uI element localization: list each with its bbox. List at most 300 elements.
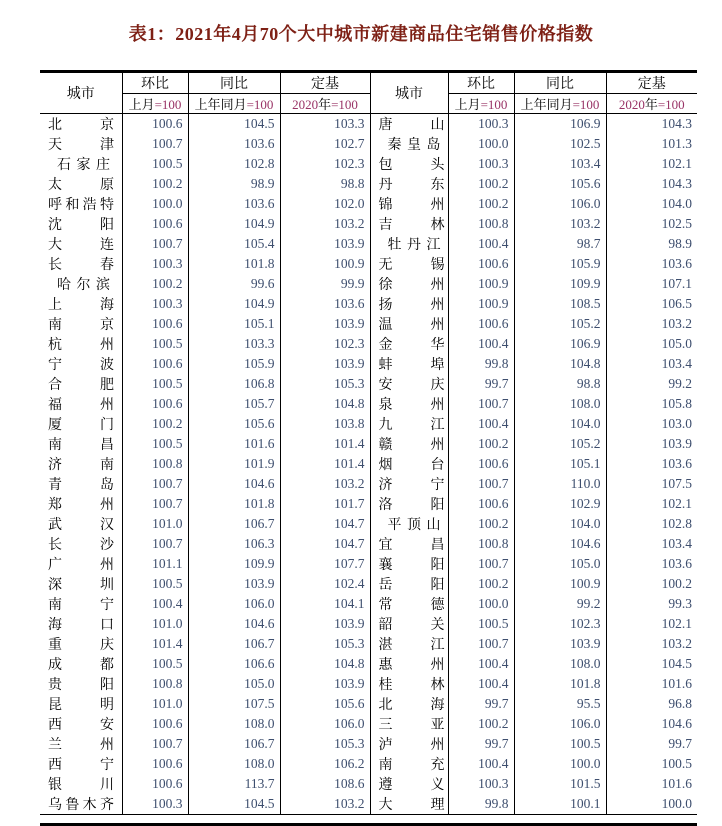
fixed-base-value-cell: 103.9	[280, 674, 370, 694]
fixed-base-value-cell: 108.6	[280, 774, 370, 794]
mom-value-cell: 100.7	[448, 634, 514, 654]
mom-value-cell: 100.5	[122, 154, 188, 174]
table-row	[40, 554, 697, 574]
table-row	[40, 114, 697, 135]
yoy-value-cell: 104.0	[514, 414, 606, 434]
fixed-base-value-cell: 103.9	[280, 354, 370, 374]
city-name: 唐山	[378, 118, 445, 133]
city-name: 太原	[48, 178, 114, 193]
city-cell	[40, 274, 122, 294]
city-name: 南京	[48, 318, 114, 333]
fixed-base-value-cell: 106.0	[280, 714, 370, 734]
table-header	[40, 73, 697, 114]
yoy-value-cell: 109.9	[514, 274, 606, 294]
city-name: 昆明	[48, 698, 114, 713]
base-value-text: =100	[331, 97, 358, 112]
city-cell	[40, 474, 122, 494]
city-name: 赣州	[378, 438, 445, 453]
table-row	[40, 714, 697, 734]
mom-value-cell: 100.6	[448, 454, 514, 474]
base-value-text: =100	[246, 97, 274, 112]
mom-value-cell: 100.0	[448, 594, 514, 614]
fixed-base-value-cell: 99.7	[668, 736, 692, 751]
yoy-value-cell: 104.9	[188, 294, 280, 314]
city-cell	[40, 594, 122, 614]
base-label-text: 上年同月	[520, 97, 573, 112]
city-name: 福州	[48, 398, 114, 413]
mom-value-cell: 100.6	[122, 214, 188, 234]
city-name: 吉林	[378, 218, 445, 233]
fixed-base-value-cell: 101.4	[280, 454, 370, 474]
base-label-text: 上月	[454, 97, 481, 112]
yoy-value-cell: 101.8	[188, 494, 280, 514]
yoy-value-cell: 106.0	[514, 194, 606, 214]
city-cell	[370, 254, 448, 274]
mom-value-cell: 100.2	[122, 174, 188, 194]
yoy-value-cell: 106.7	[188, 734, 280, 754]
city-name: 西宁	[48, 758, 114, 773]
mom-value-cell: 100.7	[448, 394, 514, 414]
city-cell	[40, 134, 122, 154]
city-cell	[40, 174, 122, 194]
city-cell	[40, 154, 122, 174]
price-index-table-grid	[40, 73, 697, 815]
mom-value-cell: 100.7	[448, 554, 514, 574]
city-cell	[40, 194, 122, 214]
city-cell	[370, 794, 448, 815]
base-value-text: =100	[480, 97, 508, 112]
yoy-value-cell: 108.5	[514, 294, 606, 314]
mom-value-cell: 101.0	[122, 694, 188, 714]
mom-value-cell: 100.3	[448, 774, 514, 794]
city-name: 天津	[48, 138, 114, 153]
city-name: 济南	[48, 458, 114, 473]
fixed-base-value-cell: 102.1	[661, 616, 692, 631]
city-name: 蚌埠	[378, 358, 445, 373]
yoy-value-cell: 104.0	[514, 514, 606, 534]
city-cell	[370, 694, 448, 714]
yoy-value-cell: 103.2	[514, 214, 606, 234]
table-row	[40, 774, 697, 794]
yoy-value-cell: 105.7	[188, 394, 280, 414]
fixed-base-value-cell: 103.2	[661, 636, 692, 651]
yoy-value-cell: 103.3	[188, 334, 280, 354]
city-name: 洛阳	[378, 498, 445, 513]
yoy-value-cell: 106.0	[514, 714, 606, 734]
table-row	[40, 134, 697, 154]
table-row	[40, 254, 697, 274]
yoy-value-cell: 106.8	[188, 374, 280, 394]
table-row	[40, 794, 697, 815]
city-cell	[370, 714, 448, 734]
fixed-base-value-cell: 101.4	[280, 434, 370, 454]
fixed-base-value-cell: 104.8	[280, 394, 370, 414]
city-cell	[370, 494, 448, 514]
fixed-base-value-cell: 100.0	[606, 794, 697, 815]
mom-value-cell: 100.7	[122, 234, 188, 254]
table-row	[40, 374, 697, 394]
mom-value-cell: 100.6	[122, 354, 188, 374]
header-yoy-right: 同比	[514, 73, 606, 94]
yoy-value-cell: 105.2	[514, 314, 606, 334]
yoy-value-cell: 101.8	[188, 254, 280, 274]
mom-value-cell: 100.4	[448, 674, 514, 694]
table-row	[40, 214, 697, 234]
mom-value-cell: 100.7	[448, 474, 514, 494]
city-name: 青岛	[48, 478, 114, 493]
mom-value-cell: 100.6	[122, 774, 188, 794]
city-cell	[370, 674, 448, 694]
header-fixed-left: 定基	[280, 73, 370, 94]
fixed-base-value-cell: 103.4	[661, 356, 692, 371]
mom-value-cell: 100.7	[122, 474, 188, 494]
header-city-right: 城市	[370, 73, 448, 114]
table-row	[40, 594, 697, 614]
mom-value-cell: 100.5	[122, 574, 188, 594]
mom-value-cell: 100.3	[448, 114, 514, 135]
fixed-base-value-cell: 106.2	[280, 754, 370, 774]
mom-value-cell: 100.2	[122, 414, 188, 434]
city-cell	[40, 614, 122, 634]
yoy-value-cell: 108.0	[188, 714, 280, 734]
city-cell	[40, 654, 122, 674]
mom-value-cell: 100.4	[448, 334, 514, 354]
city-name: 银川	[48, 778, 114, 793]
yoy-value-cell: 105.4	[188, 234, 280, 254]
mom-value-cell: 100.6	[122, 714, 188, 734]
yoy-value-cell: 98.8	[514, 374, 606, 394]
yoy-value-cell: 103.9	[188, 574, 280, 594]
mom-value-cell: 100.5	[122, 374, 188, 394]
yoy-value-cell: 106.0	[188, 594, 280, 614]
table-row	[40, 754, 697, 774]
fixed-base-value-cell: 103.3	[280, 114, 370, 135]
yoy-value-cell: 113.7	[188, 774, 280, 794]
fixed-base-value-cell: 104.7	[280, 514, 370, 534]
base-value-text: 2020	[292, 97, 319, 112]
yoy-value-cell: 101.6	[188, 434, 280, 454]
city-cell	[370, 354, 448, 374]
city-cell	[40, 514, 122, 534]
yoy-value-cell: 106.6	[188, 654, 280, 674]
table-row	[40, 274, 697, 294]
header-city-left: 城市	[40, 73, 122, 114]
mom-value-cell: 100.3	[122, 254, 188, 274]
city-name: 烟台	[378, 458, 445, 473]
header-fixed-base-left	[280, 94, 370, 114]
mom-value-cell: 100.8	[448, 534, 514, 554]
city-name: 贵阳	[48, 678, 114, 693]
fixed-base-value-cell: 105.0	[661, 336, 692, 351]
table-row	[40, 334, 697, 354]
city-cell	[370, 734, 448, 754]
mom-value-cell: 100.5	[122, 334, 188, 354]
fixed-base-value-cell: 105.3	[280, 734, 370, 754]
yoy-value-cell: 95.5	[514, 694, 606, 714]
fixed-base-value-cell: 99.2	[668, 376, 692, 391]
mom-value-cell: 100.2	[122, 274, 188, 294]
yoy-value-cell: 105.9	[514, 254, 606, 274]
table-row	[40, 354, 697, 374]
base-value-text: 2020	[618, 97, 645, 112]
fixed-base-value-cell: 107.5	[661, 476, 692, 491]
yoy-value-cell: 104.9	[188, 214, 280, 234]
fixed-base-value-cell: 103.2	[280, 474, 370, 494]
yoy-value-cell: 100.0	[514, 754, 606, 774]
city-cell	[40, 414, 122, 434]
city-cell	[370, 214, 448, 234]
fixed-base-value-cell: 107.1	[661, 276, 692, 291]
table-row	[40, 314, 697, 334]
fixed-base-value-cell: 100.5	[661, 756, 692, 771]
yoy-value-cell: 102.9	[514, 494, 606, 514]
fixed-base-value-cell: 104.3	[661, 176, 692, 191]
city-name: 锦州	[378, 198, 445, 213]
fixed-base-value-cell: 106.5	[661, 296, 692, 311]
fixed-base-value-cell: 105.3	[280, 634, 370, 654]
city-name: 常德	[378, 598, 445, 613]
city-name: 金华	[378, 338, 445, 353]
fixed-base-value-cell: 102.1	[661, 496, 692, 511]
city-name: 武汉	[48, 518, 114, 533]
table-row	[40, 674, 697, 694]
page-title: 表1：2021年4月70个大中城市新建商品住宅销售价格指数	[128, 24, 594, 44]
city-name: 温州	[378, 318, 445, 333]
city-name: 北京	[48, 118, 114, 133]
yoy-value-cell: 105.1	[514, 454, 606, 474]
mom-value-cell: 101.4	[122, 634, 188, 654]
city-cell	[40, 254, 122, 274]
city-cell	[40, 434, 122, 454]
fixed-base-value-cell: 103.6	[661, 456, 692, 471]
header-mom-left: 环比	[122, 73, 188, 94]
city-cell	[40, 114, 122, 135]
mom-value-cell: 100.7	[122, 734, 188, 754]
header-yoy-left: 同比	[188, 73, 280, 94]
city-name: 遵义	[378, 778, 445, 793]
city-name: 合肥	[48, 378, 114, 393]
table-row	[40, 734, 697, 754]
mom-value-cell: 100.6	[448, 494, 514, 514]
fixed-base-value-cell: 104.5	[661, 656, 692, 671]
yoy-value-cell: 100.9	[514, 574, 606, 594]
table-row	[40, 694, 697, 714]
fixed-base-value-cell: 102.3	[280, 334, 370, 354]
yoy-value-cell: 99.6	[188, 274, 280, 294]
city-name: 扬州	[378, 298, 445, 313]
city-cell	[40, 734, 122, 754]
fixed-base-value-cell: 102.3	[280, 154, 370, 174]
fixed-base-value-cell: 105.3	[280, 374, 370, 394]
fixed-base-value-cell: 103.9	[280, 614, 370, 634]
city-name: 宜昌	[378, 538, 445, 553]
yoy-value-cell: 104.6	[188, 614, 280, 634]
city-cell	[370, 394, 448, 414]
mom-value-cell: 100.3	[122, 794, 188, 815]
city-cell	[40, 794, 122, 815]
city-name: 无锡	[378, 258, 445, 273]
yoy-value-cell: 103.6	[188, 194, 280, 214]
city-cell	[40, 214, 122, 234]
yoy-value-cell: 106.7	[188, 514, 280, 534]
fixed-base-value-cell: 103.6	[661, 556, 692, 571]
city-cell	[370, 514, 448, 534]
yoy-value-cell: 104.5	[188, 794, 280, 815]
city-cell	[370, 554, 448, 574]
city-cell	[370, 234, 448, 254]
fixed-base-value-cell: 103.4	[661, 536, 692, 551]
fixed-base-value-cell: 102.5	[661, 216, 692, 231]
city-name: 上海	[48, 298, 114, 313]
yoy-value-cell: 105.0	[188, 674, 280, 694]
city-name: 九江	[378, 418, 445, 433]
yoy-value-cell: 106.9	[514, 334, 606, 354]
table-row	[40, 574, 697, 594]
mom-value-cell: 100.6	[448, 254, 514, 274]
header-row-top	[40, 73, 697, 94]
header-mom-base-left	[122, 94, 188, 114]
fixed-base-value-cell: 98.9	[668, 236, 692, 251]
city-cell	[40, 314, 122, 334]
city-cell	[40, 634, 122, 654]
mom-value-cell: 100.2	[448, 714, 514, 734]
fixed-base-value-cell: 101.6	[661, 776, 692, 791]
fixed-base-value-cell: 104.3	[661, 116, 692, 131]
fixed-base-value-cell: 103.9	[280, 314, 370, 334]
table-row	[40, 154, 697, 174]
table-row	[40, 294, 697, 314]
mom-value-cell: 100.3	[448, 154, 514, 174]
city-name: 广州	[48, 558, 114, 573]
city-name: 平顶山	[387, 518, 441, 533]
table-body	[40, 114, 697, 815]
city-name: 重庆	[48, 638, 114, 653]
city-name: 泉州	[378, 398, 445, 413]
city-cell	[370, 614, 448, 634]
header-yoy-base-right	[514, 94, 606, 114]
mom-value-cell: 100.5	[448, 614, 514, 634]
fixed-base-value-cell: 104.7	[280, 534, 370, 554]
city-name: 西安	[48, 718, 114, 733]
yoy-value-cell: 102.8	[188, 154, 280, 174]
base-label-text: 上月	[128, 97, 155, 112]
yoy-value-cell: 108.0	[188, 754, 280, 774]
city-cell	[370, 274, 448, 294]
city-cell	[370, 174, 448, 194]
city-cell	[40, 374, 122, 394]
yoy-value-cell: 104.6	[188, 474, 280, 494]
mom-value-cell: 100.6	[122, 314, 188, 334]
mom-value-cell: 100.5	[122, 654, 188, 674]
city-name: 秦皇岛	[387, 138, 441, 153]
city-cell	[40, 774, 122, 794]
city-name: 长沙	[48, 538, 114, 553]
mom-value-cell: 100.7	[122, 534, 188, 554]
yoy-value-cell: 105.2	[514, 434, 606, 454]
mom-value-cell: 99.7	[448, 694, 514, 714]
city-name: 乌鲁木齐	[48, 798, 114, 813]
base-value-text: =100	[572, 97, 600, 112]
city-name: 沈阳	[48, 218, 114, 233]
yoy-value-cell: 101.9	[188, 454, 280, 474]
mom-value-cell: 100.8	[122, 674, 188, 694]
yoy-value-cell: 101.8	[514, 674, 606, 694]
yoy-value-cell: 105.6	[514, 174, 606, 194]
base-value-text: =100	[657, 97, 685, 112]
yoy-value-cell: 106.3	[188, 534, 280, 554]
mom-value-cell: 101.1	[122, 554, 188, 574]
city-name: 徐州	[378, 278, 445, 293]
fixed-base-value-cell: 103.0	[661, 416, 692, 431]
city-name: 石家庄	[57, 158, 110, 173]
city-cell	[40, 294, 122, 314]
city-name: 包头	[378, 158, 445, 173]
table-row	[40, 454, 697, 474]
yoy-value-cell: 108.0	[514, 654, 606, 674]
table-row	[40, 514, 697, 534]
fixed-base-value-cell: 103.6	[280, 294, 370, 314]
city-name: 呼和浩特	[48, 198, 114, 213]
city-cell	[40, 454, 122, 474]
base-label-text: 年	[644, 97, 658, 112]
city-cell	[370, 374, 448, 394]
mom-value-cell: 100.4	[448, 414, 514, 434]
city-cell	[40, 714, 122, 734]
city-name: 长春	[48, 258, 114, 273]
yoy-value-cell: 103.9	[514, 634, 606, 654]
yoy-value-cell: 102.5	[514, 134, 606, 154]
yoy-value-cell: 109.9	[188, 554, 280, 574]
fixed-base-value-cell: 105.8	[661, 396, 692, 411]
fixed-base-value-cell: 100.2	[661, 576, 692, 591]
fixed-base-value-cell: 104.0	[661, 196, 692, 211]
yoy-value-cell: 110.0	[514, 474, 606, 494]
yoy-value-cell: 100.5	[514, 734, 606, 754]
base-label-text: 上年同月	[194, 97, 247, 112]
city-cell	[370, 654, 448, 674]
city-cell	[370, 114, 448, 135]
fixed-base-value-cell: 103.2	[280, 794, 370, 815]
city-cell	[40, 494, 122, 514]
table-row	[40, 474, 697, 494]
city-name: 安庆	[378, 378, 445, 393]
yoy-value-cell: 102.3	[514, 614, 606, 634]
fixed-base-value-cell: 103.6	[661, 256, 692, 271]
mom-value-cell: 100.5	[122, 434, 188, 454]
fixed-base-value-cell: 104.1	[280, 594, 370, 614]
city-name: 宁波	[48, 358, 114, 373]
mom-value-cell: 100.2	[448, 574, 514, 594]
yoy-value-cell: 103.4	[514, 154, 606, 174]
fixed-base-value-cell: 103.2	[280, 214, 370, 234]
header-row-base	[40, 94, 697, 114]
city-cell	[370, 154, 448, 174]
fixed-base-value-cell: 103.9	[661, 436, 692, 451]
table-row	[40, 394, 697, 414]
mom-value-cell: 100.6	[448, 314, 514, 334]
city-cell	[370, 134, 448, 154]
city-cell	[370, 754, 448, 774]
city-name: 杭州	[48, 338, 114, 353]
table-row	[40, 614, 697, 634]
city-name: 大连	[48, 238, 114, 253]
city-cell	[370, 594, 448, 614]
mom-value-cell: 99.8	[448, 354, 514, 374]
city-cell	[370, 774, 448, 794]
table-row	[40, 174, 697, 194]
mom-value-cell: 100.6	[122, 754, 188, 774]
city-cell	[370, 194, 448, 214]
